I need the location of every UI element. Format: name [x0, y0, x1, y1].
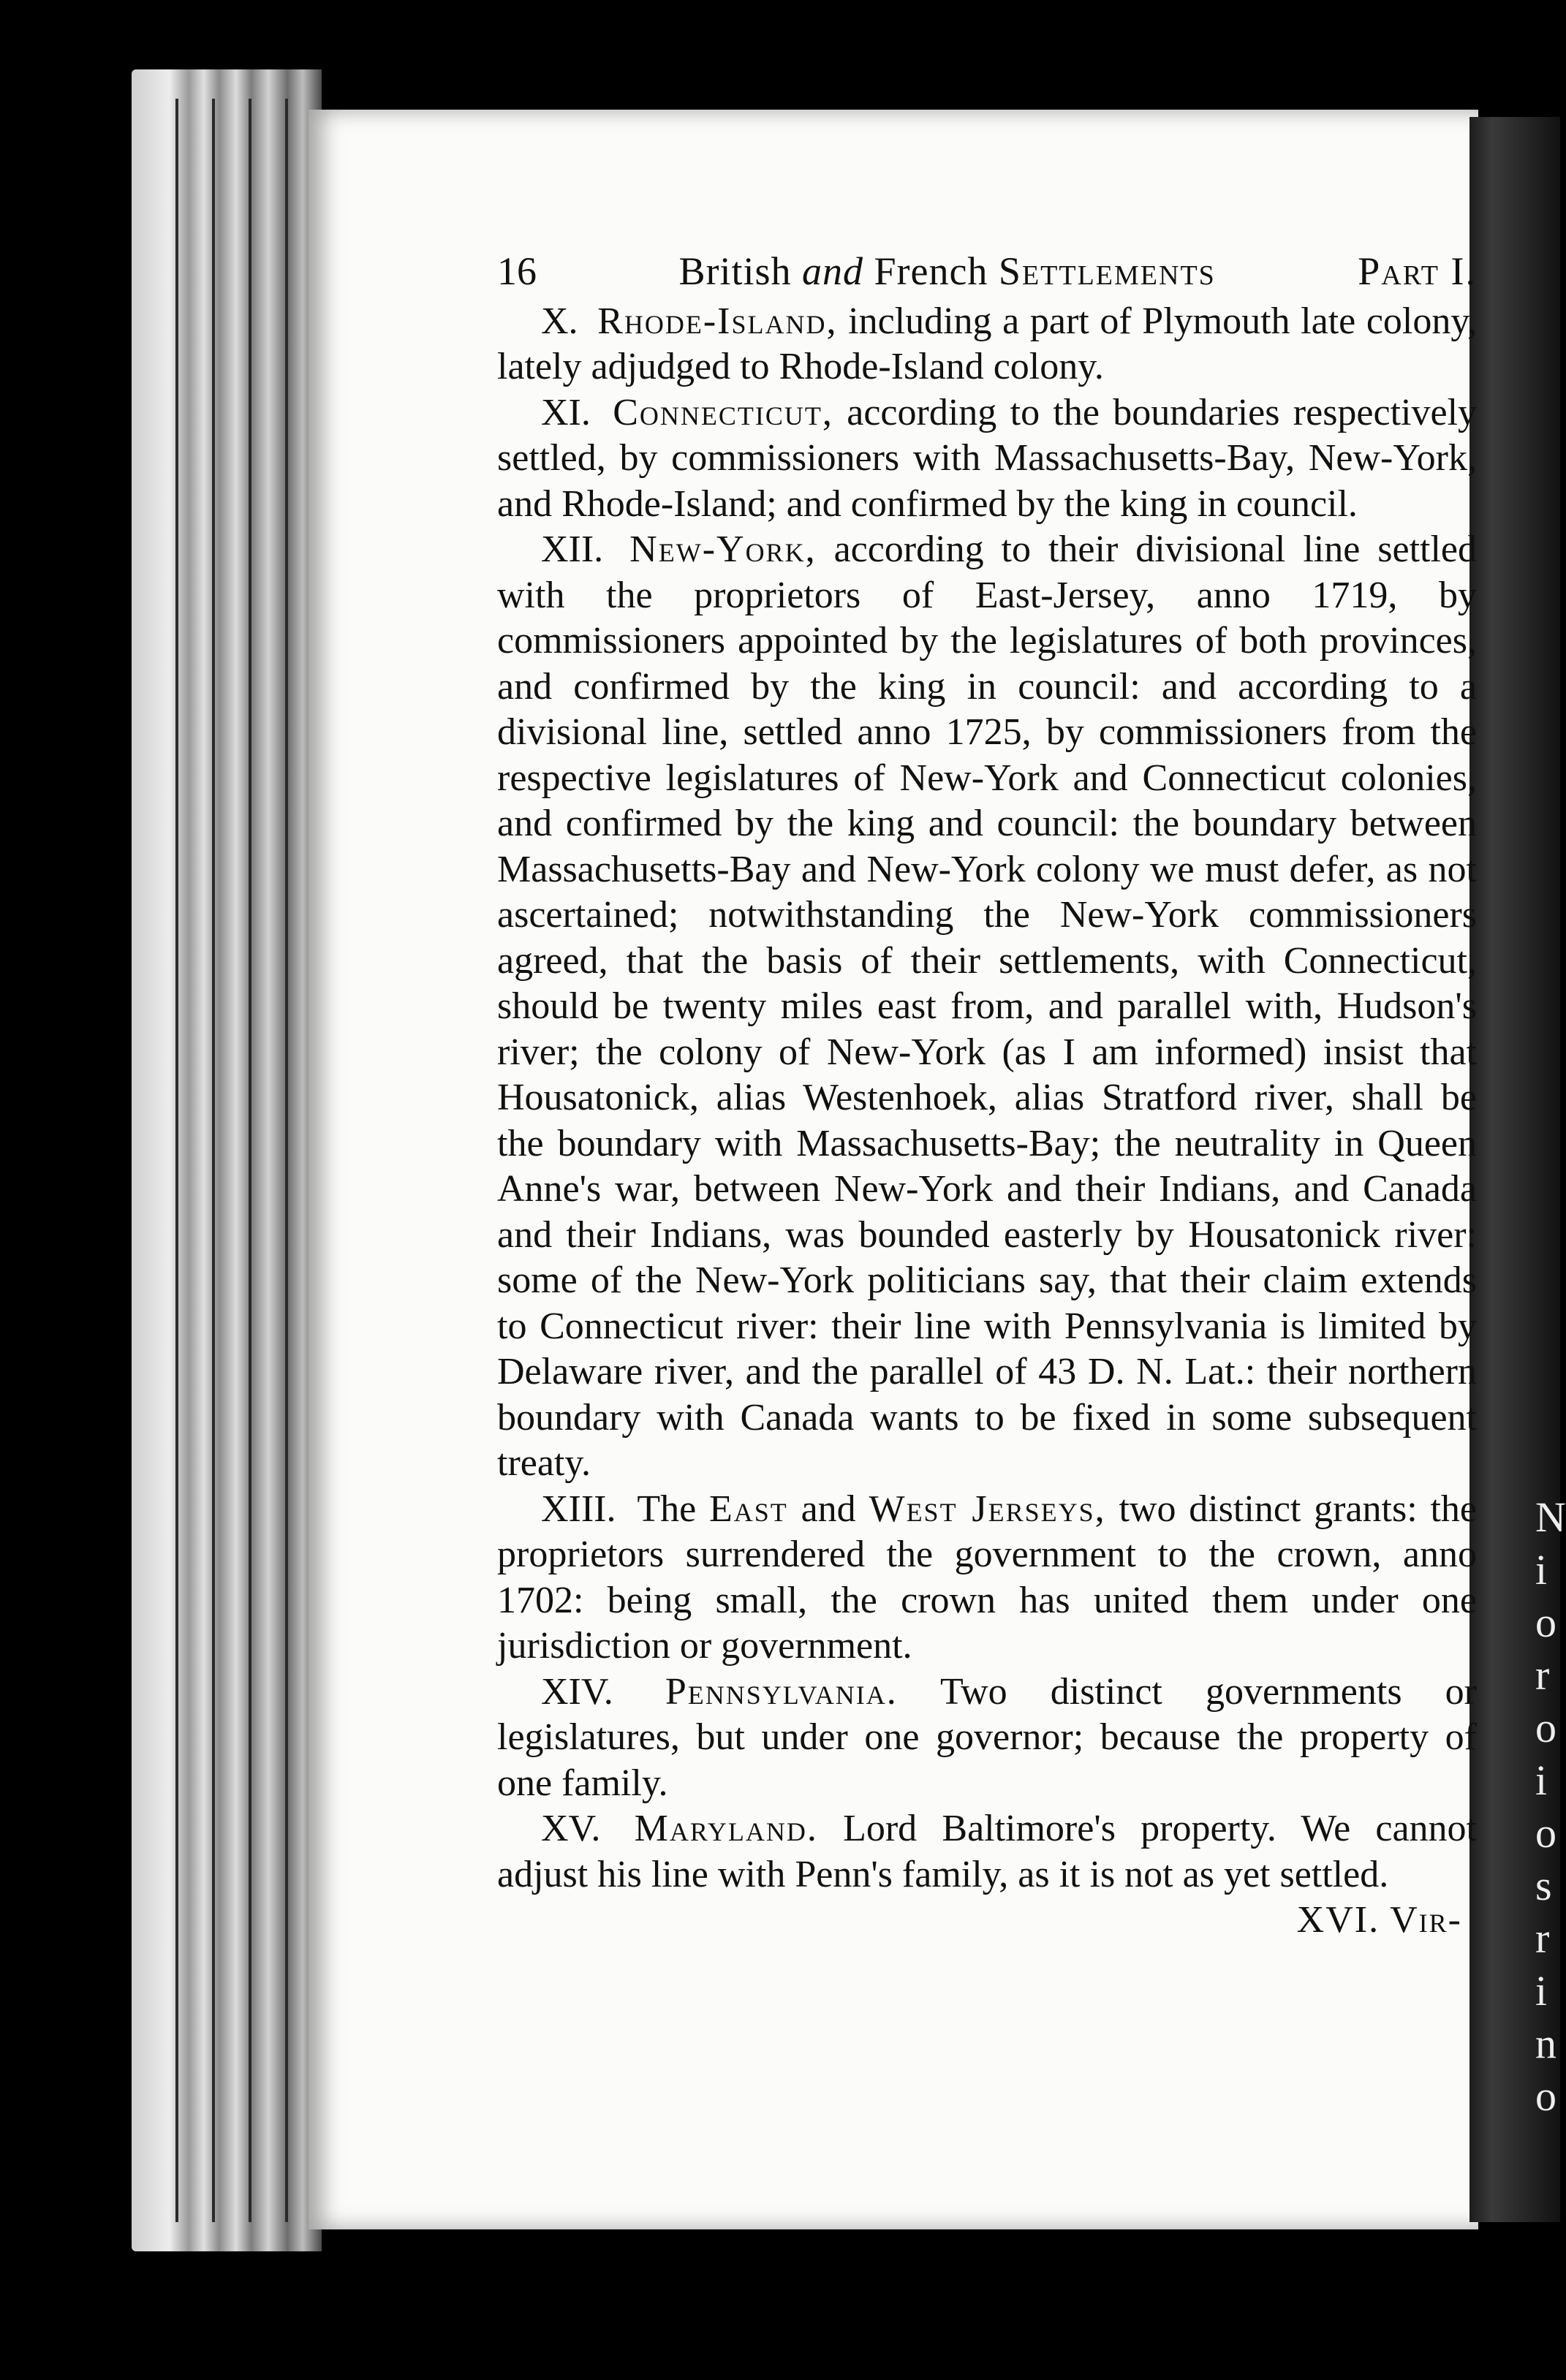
section-text: according to their divisional line settled with the proprietors of East-Jersey, anno 1719, by commissioners appointed by the legislatures of both provinces, and confirmed by the king in council: and according to a divisional line, settled anno 1725, by commissioners from the respective legislatures of New-York and Connecticut colonies, and confirmed by the king and council: the boundary between Massachusetts-Bay and New-York colony we must defer, as not ascertained; notwithstanding the New-York commissioners agreed, that the basis of their settlements, with Connecticut, should be twenty miles east from, and parallel with, Hudson's river; the colony of New-York (as I am informed) insist that Housatonick, alias Westenhoek, alias Stratford river, shall be the boundary with Massachusetts-Bay; the neutrality in Queen Anne's war, between New-York and their Indians, and Canada and their Indians, was bounded easterly by Housatonick river: some of the New-York politicians say, that their claim extends to Connecticut river: their line with Pennsylvania is limited by Delaware river, and the parallel of 43 D. N. Lat.: their northern boundary with Canada wants to be fixed in some subsequent treaty. [497, 528, 1478, 1484]
page-edge-line [212, 99, 215, 2222]
section-heading-conjunction: and [801, 1488, 856, 1530]
facing-page-glyph: s [1535, 1862, 1552, 1909]
facing-page-glyph: r [1535, 1914, 1550, 1962]
section-text: Lord Baltimore's property. We cannot adjust his line with Penn's family, as it is not as yet settled. [497, 1808, 1478, 1895]
part-number: Part I. [1358, 249, 1477, 293]
section-text: according to the boundaries respectively settled, by commissioners with Massachusetts-Bay, New-York, and Rhode-Island; and confirmed by the king in council. [497, 391, 1478, 525]
facing-page-glyph: N [1535, 1493, 1566, 1541]
facing-page-glyph: i [1535, 1967, 1548, 2015]
section-heading: Pennsylvania. [665, 1670, 898, 1713]
facing-page-glyph: o [1535, 2072, 1556, 2120]
page-edge-line [249, 99, 251, 2222]
section-text: two distinct grants: the proprietors surrendered the government to the crown, anno 1702: being small, the crown has united them under one jurisdiction or government. [497, 1488, 1477, 1667]
running-title [537, 249, 1358, 295]
running-title-and: and [801, 249, 863, 293]
page-edge-line [285, 99, 288, 2222]
page-text-block [497, 249, 1477, 1944]
facing-page-glyph: o [1535, 1809, 1556, 1857]
section-heading: Maryland. [634, 1808, 818, 1849]
section-number: XIII. [541, 1488, 616, 1530]
book-page-edges [132, 69, 322, 2251]
facing-page-glyph: o [1535, 1599, 1556, 1646]
facing-page-glyph: i [1535, 1546, 1548, 1593]
paragraph-rhode-island [497, 299, 1477, 390]
catchword: XVI. Vir- [1296, 1899, 1462, 1941]
paragraph-jerseys [497, 1487, 1477, 1670]
section-number: XI. [541, 391, 591, 433]
facing-page-fragment [1535, 1491, 1566, 2123]
running-title-british: British [678, 249, 792, 293]
running-head [497, 249, 1477, 295]
section-heading-prefix: The [637, 1488, 697, 1530]
section-heading-second: West Jerseys, [869, 1488, 1106, 1530]
facing-page-glyph: o [1535, 1704, 1556, 1751]
section-number: XII. [541, 528, 604, 570]
paragraph-maryland [497, 1806, 1477, 1898]
section-heading: Rhode-Island, [597, 300, 838, 342]
section-heading: East [709, 1488, 788, 1530]
facing-page-glyph: r [1535, 1651, 1550, 1699]
section-heading: Connecticut, [613, 391, 833, 433]
section-text: Two distinct governments or legislatures, but under one governor; because the property of one family. [497, 1670, 1477, 1804]
paragraph-pennsylvania [497, 1670, 1477, 1807]
section-number: X. [541, 300, 578, 342]
facing-page-glyph: i [1535, 1756, 1548, 1804]
running-title-french: French [874, 249, 988, 293]
page-number: 16 [497, 249, 537, 293]
section-number: XIV. [541, 1670, 613, 1713]
section-number: XV. [541, 1808, 601, 1849]
paragraph-connecticut [497, 390, 1477, 528]
facing-page-glyph: n [1535, 2020, 1556, 2067]
paragraph-new-york [497, 527, 1477, 1487]
section-text: including a part of Plymouth late colony, lately adjudged to Rhode-Island colony. [497, 300, 1477, 387]
page-edge-line [175, 99, 178, 2222]
section-heading: New-York, [629, 528, 817, 570]
running-title-settlements: Settlements [998, 249, 1216, 293]
